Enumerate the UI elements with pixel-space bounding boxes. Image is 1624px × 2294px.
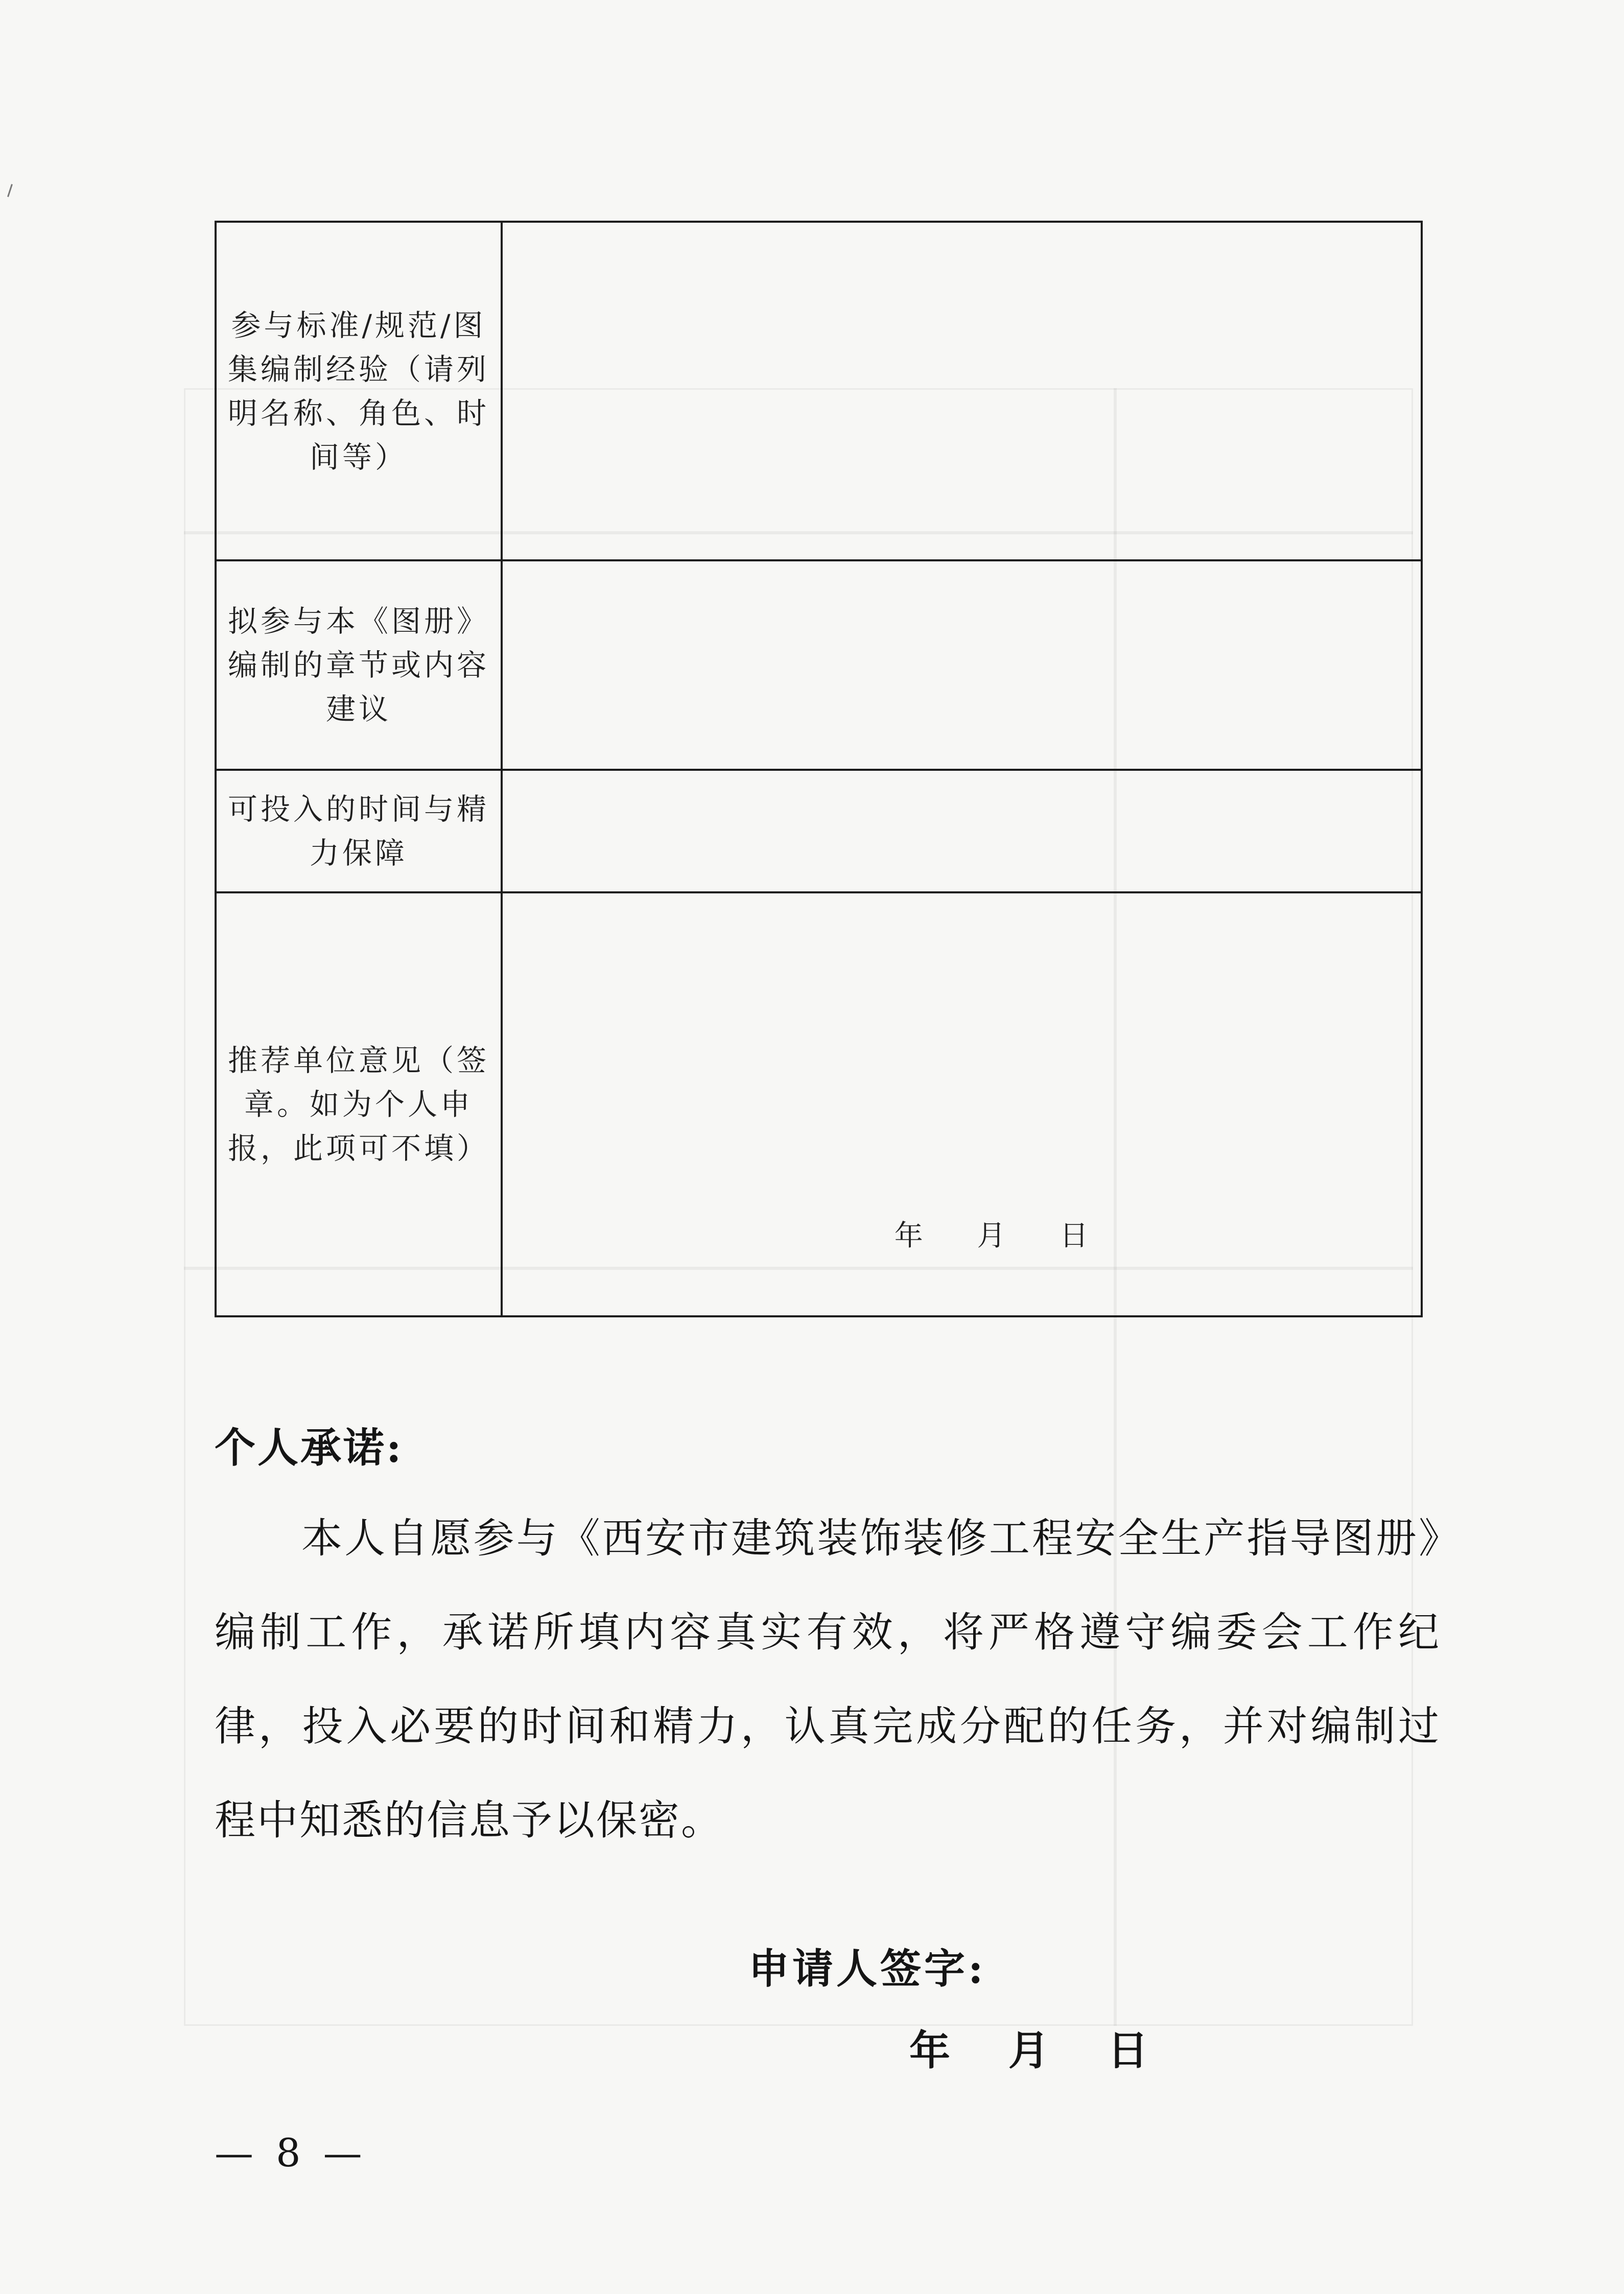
table-row xyxy=(216,222,1422,560)
signature-day: 日 xyxy=(1107,2026,1148,2074)
recommender-opinion-field[interactable] xyxy=(502,892,1422,1316)
signature-year: 年 xyxy=(909,2026,950,2074)
signature-month: 月 xyxy=(1008,2026,1049,2074)
table-row xyxy=(216,892,1422,1316)
date-month: 月 xyxy=(977,1219,1008,1252)
application-form-table xyxy=(215,221,1423,1317)
commitment-body: 本人自愿参与《西安市建筑装饰装修工程安全生产指导图册》编制工作，承诺所填内容真实有效，将严格遵守编委会工作纪律，投入必要的时间和精力，认真完成分配的任务，并对编制过程中知悉的信息予以保密。 xyxy=(215,1515,1441,1844)
page-number: — 8 — xyxy=(215,2130,367,2175)
date-year: 年 xyxy=(894,1219,925,1252)
scan-artifact xyxy=(7,184,13,197)
table-row xyxy=(216,770,1422,892)
standards-experience-field[interactable] xyxy=(502,222,1422,560)
label-time-commitment: 可投入的时间与精力保障 xyxy=(216,770,502,892)
chapter-suggestion-field[interactable] xyxy=(502,560,1422,770)
date-day: 日 xyxy=(1060,1219,1091,1252)
signature-date xyxy=(909,2018,1192,2076)
recommender-date xyxy=(503,1213,1421,1254)
label-standards-experience: 参与标准/规范/图集编制经验（请列明名称、角色、时间等） xyxy=(216,222,502,560)
commitment-heading: 个人承诺: xyxy=(215,1424,404,1472)
applicant-signature-label: 申请人签字: xyxy=(748,1945,986,1993)
time-commitment-field[interactable] xyxy=(502,770,1422,892)
label-recommender-opinion: 推荐单位意见（签章。如为个人申报，此项可不填） xyxy=(216,892,502,1316)
table-row xyxy=(216,560,1422,770)
label-chapter-suggestion: 拟参与本《图册》编制的章节或内容建议 xyxy=(216,560,502,770)
